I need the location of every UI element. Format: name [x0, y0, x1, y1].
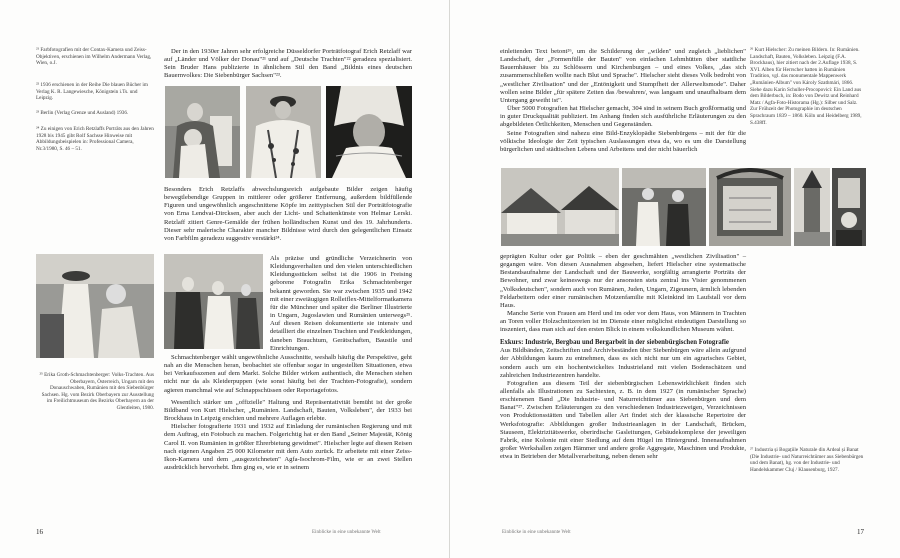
running-head-right: Einblicke in eine unbekannte Welt: [502, 530, 571, 535]
footnote-21: ²¹ Farbfotografien mit der Contax-Kamera und Zeiss-Objektiven, erschienen im Wilhelm Andermann Verlag, Wien, o.J.: [36, 47, 152, 67]
photo-women-group: [164, 254, 263, 349]
footnote-27: ²⁷ Industria și Bogațiile Naturale din Ardeal și Banat (Die Industrie- und Naturreichtümer aus Siebenbürgen und dem Banat), hg. von der Industrie- und Handelskammer Cluj / Klausenburg, 1927.: [750, 447, 864, 473]
footnote-23: ²³ Berlin (Verlag Grenze und Ausland) 1936.: [36, 110, 129, 116]
photo-man-sheepskin: [246, 86, 321, 178]
hielscher-continuation: geprägten Kultur oder gar Politik – eben der geschmähten „westlichen Zivilisation" – gegangen wäre. Von diesen Ausnahmen abgesehen, liefert Hielscher eine systematische Bestandsaufnahme der Landschaft und der Bauwerke, sorgfältig arrangierte Porträts der Bewohner, und zwar keineswegs nur der ansonsten stets zentral ins Visier genommenen „Volksdeutschen", sondern auch von Rumänen, Juden, Ungarn, Zigeunern, ärmlich lebenden Feldarbeitern oder einer rumänischen Motzenfamilie mit Kleinkind im Laufstall vor dem Haus. Manche Serie von Frauen am Herd und im oder vor dem Haus, von Männern in Trachten an Toren voller Holzschnitzereien ist im Dienste einer möglichst eindeutigen Darstellung so inszeniert, dass man sich auf den ersten Blick in einem volkskundlichen Museum wähnt.: [500, 253, 746, 334]
intro-continuation: einleitenden Text betont²⁶, um die Schilderung der „wilden" und zugleich „lieblichen" Landschaft, der „Formenfülle der Bauten" von einfachen Lehmhütten über stattliche Bauernhäuser bis zu Schlössern und Kirchenburgen – und eines Volkes, „das sich zusammenschließen wollte nach Blut und Sprache". Hielscher sieht dieses Volk bedroht von „westlicher Zivilisation" und der „Entönigkeit und Stumpfheit der Allerweltsmode". Daher wollen seine Bilder „für spätere Zeiten das /bewahren/, was langsam und unaufhaltsam dem Untergang geweiht ist". Über 5000 Fotografien hat Hielscher gemacht, 304 sind in seinem Buch großformatig und in guter Druckqualität publiziert. Im Anhang finden sich ausführliche Erläuterungen zu den abgebildeten Örtlichkeiten, Menschen und Gegenständen. Seine Fotografien sind nahezu eine Bild-Enzyklopädie Siebenbürgens – mit der für die völkische Ideologie der Zeit typischen Auslassungen etwa da, wo es um die Darstellung bürgerlichen und städtischen Lebens und Arbeitens und der nicht bäuerlich: [500, 48, 746, 153]
footnote-26: ²⁶ Kurt Hielscher: Zu meinen Bildern. In: Rumänien. Landschaft, Bauten, Volksleben. Leipzig (F.A. Brockhaus), hier zitiert nach der 2.Auflage 1938, S. XVI. Alben für Herrscher hatten in Rumänien Tradition, vgl. das monumentale Mappenwerk „Rumänien-Album" von Károly Szathmári, 1866. Siehe dazu Karin Schuller-Procopovici: Ein Land aus dem Bilderbuch, in: Bodo von Dewitz und Reinhard Matz / Agfa-Foto-Historama (Hg.): Silber und Salz. Zur Frühzeit der Photographie im deutschen Sprachraum 1839 – 1860. Köln und Heidelberg 1989, S.438ff.: [750, 47, 862, 126]
industry-excursus: Exkurs: Industrie, Bergbau und Bergarbeit in der siebenbürgischen Fotografie Aus Bildbänden, Zeitschriften und Archivbeständen über Siebenbürgen wäre allein aufgrund der Abbildungen kaum zu entnehmen, dass es sich nicht nur um ein agrarisches Gebiet, sondern auch um ein hochentwickeltes Industrieland mit vielen Bodenschätzen und zahlreichen Industriezentren handelte. Fotografien aus diesem Teil der siebenbürgischen Lebenswirklichkeit finden sich allenfalls als Illustrationen zu Sachtexten, z. B. in dem 1927 (in rumänischer Sprache) erschienenen Band „Die Industrie- und Naturreichtümer aus Siebenbürgen und dem Banat"²⁷. Zwischen Erläuterungen zu den verschiedenen Industriezweigen, Verzeichnissen von Produktionsstätten und Tabellen aller Art findet sich der klassische Repertoire der Werksfotografie: Abbildungen großer Industrieanlagen in der Landschaft, Brücken, Stauseen, Elektrizitätswerke, oberirdische Gasleitungen, Gebäudekomplexe der jeweiligen Fabrik, eine Kolonie mit einer Siedlung auf dem Hügel im Hintergrund. Innenaufnahmen großer Werkshallen zeigen Hämmer und andere große Aggregate, Maschinen und Produkte, etwa in Betrieben der Metallverarbeitung, neben denen sehr: [500, 339, 746, 461]
photo-lace-headdress: [326, 86, 412, 178]
photo-men-at-gate: [622, 168, 706, 246]
footnote-25: ²⁵ Erika Groth-Schmachtenberger: Volks-Trachten. Aus Oberbayern, Österreich, Ungarn mit den Donauschwaben, Rumänien mit den Siebenbürger Sachsen. Hg. vom Bezirk Oberbayern zur Ausstellung im Freilichtmuseum des Bezirks Oberbayern an der Glentleiten, 1980.: [39, 372, 154, 411]
photo-interior: [832, 168, 866, 246]
intro-paragraph: Der in den 1930er Jahren sehr erfolgreiche Düsseldorfer Porträtfotograf Erich Retzlaff war auf „Länder und Völker der Donau"²¹ und auf „Deutsche Trachten"²² geradezu spezialisiert. Sein Bruder Hans publizierte in ähnlichem Stil den Band „Bildnis eines deutschen Bauernvolkes: Die Siebenbürger Sachsen"²³.: [164, 48, 412, 80]
right-page: [450, 0, 900, 558]
running-head-left: Einblicke in eine unbekannte Welt: [312, 530, 381, 535]
section-heading: Exkurs: Industrie, Bergbau und Bergarbeit in der siebenbürgischen Fotografie: [500, 339, 729, 346]
footnote-22: ²² 1936 erschienen in der Reihe Die blauen Bücher im Verlag K. R. Langewiesche, Königstein i.Ts. und Leipzig.: [36, 82, 148, 102]
schmachtenberger-paragraph: Als präzise und gründliche Verzeichnerin von Kleidungsverhalten und den vielen unterschiedlichen Kleidungsstücken selbst ist die 1906 in Freising geborene Fotografin Erika Schmachtenberger bekannt geworden. Sie war zwischen 1935 und 1942 mit einer zweiäugigen Rolleiflex-Mittelformatkamera für die Münchner und später die Berliner Illustrierte in Ungarn, Jugoslawien und Rumänien unterwegs²⁵. Auf diesen Reisen dokumentierte sie intensiv und detailliert die einzelnen Trachten und Festkleidungen, daneben Brauchtum, Gerätschaften, Baustile und Einrichtungen.: [270, 255, 412, 352]
photo-street-market: [36, 254, 154, 358]
hielscher-paragraphs: Schmachtenberger wählt ungewöhnliche Ausschnitte, weshalb häufig die Perspektive, geht nah an die Menschen heran, beobachtet sie offenbar sogar in ungestellten Situationen, etwa bei Verkaufsszenen auf dem Markt. Solche Bilder wirken authentisch, die Menschen stehen nicht nur da als Kleiderpuppen (wie sonst häufig bei der Trachten-Fotografie), sondern agieren manchmal wie auf Schnappschüssen oder Reportagefotos. Wesentlich stärker um „offizielle" Haltung und Repräsentativität bemüht ist der große Bildband von Kurt Hielscher, „Rumänien. Landschaft, Bauten, Volksleben", der 1933 bei Brockhaus in Leipzig erschien und mehrere Auflagen erlebte. Hielscher fotografierte 1931 und 1932 auf Einladung der rumänischen Regierung und mit dem Auftrag, ein Fotobuch zu machen. Folgerichtig hat er den Band „Seiner Majestät, König Carol II. von Rumänien in größter Ehrerbietung gewidmet". Hielscher legte auf diesen Reisen nach eigenen Angaben 25 000 Kilometer mit dem Auto zurück. Er arbeitete mit einer Zeiss-Ikon-Kamera und dem „ausgezeichneten" Agfa-Isochrom-Film, wie er an zwei Stellen ausdrücklich hervorhebt. Ihm ging es, wie er in seinem: [164, 354, 412, 472]
photo-wooden-gate: [709, 168, 791, 246]
photo-church-tower: [794, 168, 830, 246]
photo-mother-child: [165, 86, 240, 178]
footnote-24: ²⁴ Zu einigen von Erich Retzlaffs Porträts aus den Jahren 1928 bis 1945 gibt Rolf Sachsse Hinweise mit Abbildungsbeispielen in: Professional Camera, Nr.3/1980, S. 46 – 51.: [36, 126, 154, 152]
retzlaff-paragraph: Besonders Erich Retzlaffs abwechslungsreich aufgebaute Bilder zeigen häufig bewegtlebendige Gruppen in mittlerer oder größerer Entfernung, außerdem bildfüllende Figuren und ungewöhnlich angeschnittene Köpfe im zeittypischen Stil der Porträtfotografie von Erna Lendvai-Dircksen, aber auch der Licht- und Schattenkünste von Helmar Lerski. Retzlaff zitiert Genre-Gemälde der frühen holländischen Kunst und des 19. Jahrhunderts. Dieser sehr malerische Charakter mancher Bildnisse wird durch den gelegentlichen Einsatz von Farbfilm geradezu suggestiv verstärkt²⁴.: [164, 186, 412, 242]
photo-village-houses: [501, 168, 619, 246]
page-number-right: 17: [857, 528, 864, 536]
page-number-left: 16: [36, 528, 43, 536]
